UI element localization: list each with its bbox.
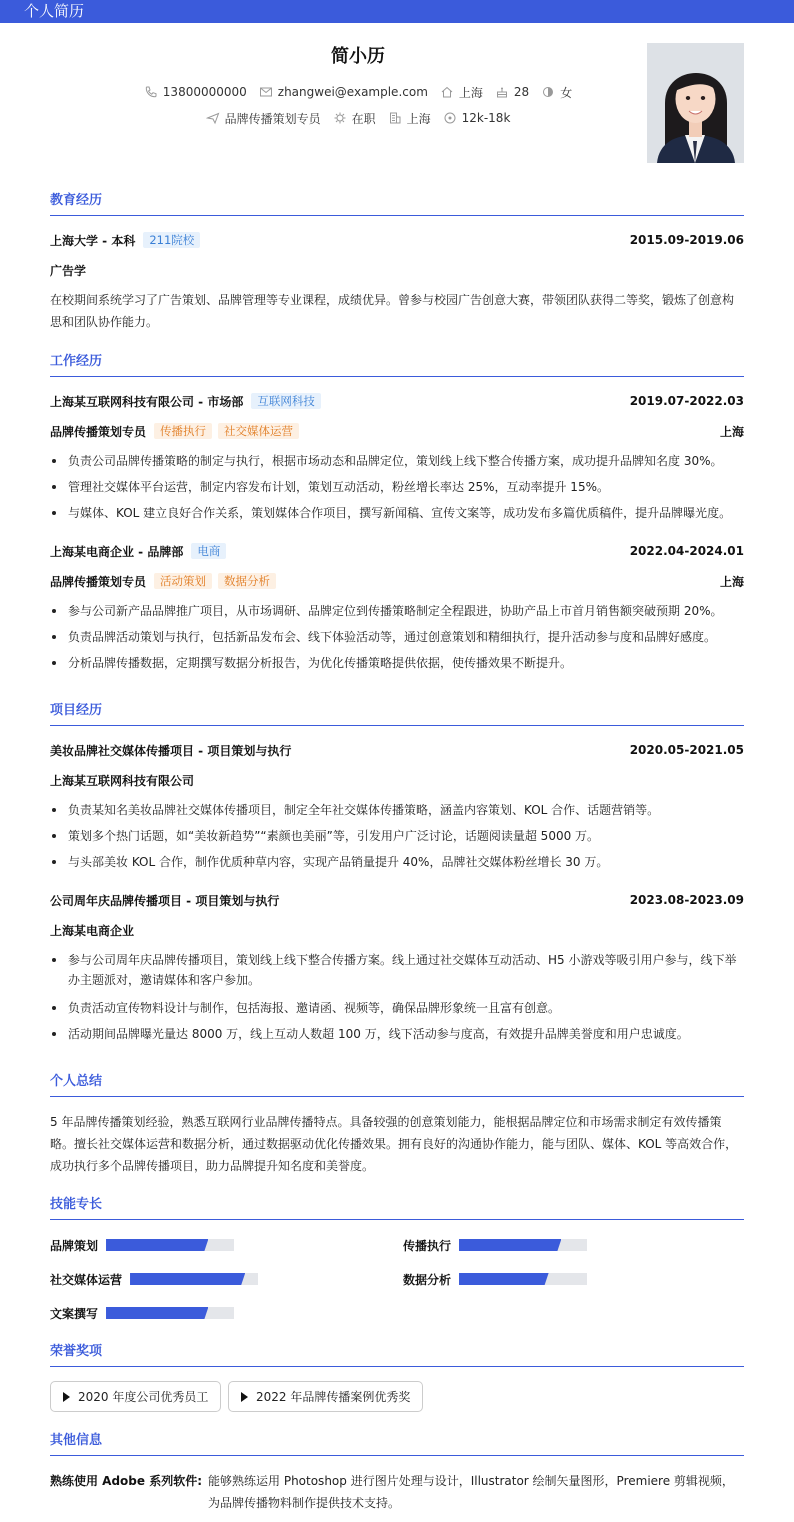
skill-tag: 传播执行 (154, 423, 212, 439)
list-item: 负责某知名美妆品牌社交媒体传播项目，制定全年社交媒体传播策略，涵盖内容策划、KOL 合作、话题营销等。 (50, 800, 744, 820)
list-item: 负责品牌活动策划与执行，包括新品发布会、线下体验活动等，通过创意策划和精细执行，提升活动参与度和品牌好感度。 (50, 627, 744, 647)
phone-icon (144, 85, 158, 99)
industry-tag: 电商 (191, 543, 226, 559)
project-period: 2020.05-2021.05 (629, 743, 744, 757)
job-role: 品牌传播策划专员 (50, 574, 147, 589)
job-city: 上海 (719, 424, 744, 439)
list-item: 与头部美妆 KOL 合作，制作优质种草内容，实现产品销量提升 40%，品牌社交媒体粉丝增长 30 万。 (50, 852, 744, 872)
job-role: 品牌传播策划专员 (50, 424, 147, 439)
salary-icon (443, 111, 457, 125)
job-period: 2019.07-2022.03 (629, 394, 744, 408)
job-header (50, 392, 744, 410)
project-name: 美妆品牌社交媒体传播项目 - 项目策划与执行 (50, 743, 292, 758)
list-item: 分析品牌传播数据，定期撰写数据分析报告，为优化传播策略提供依据，使传播效果不断提升。 (50, 653, 744, 673)
education-header (50, 231, 744, 249)
skill-bar-fill (459, 1273, 549, 1285)
building-icon (388, 111, 402, 125)
section-title-summary: 个人总结 (50, 1075, 744, 1097)
section-title-other: 其他信息 (50, 1434, 744, 1456)
status-icon (333, 111, 347, 125)
other-info-label: 熟练使用 Adobe 系列软件: (50, 1474, 203, 1488)
award-item (50, 1381, 221, 1412)
job-city: 上海 (719, 574, 744, 589)
award-item (228, 1381, 423, 1412)
contact-row (0, 83, 716, 101)
skill-name: 传播执行 (403, 1238, 452, 1253)
industry-tag: 互联网科技 (251, 393, 321, 409)
salary-text: 12k-18k (461, 111, 511, 125)
phone-text: 13800000000 (162, 85, 247, 99)
project-org: 上海某电商企业 (50, 923, 135, 938)
intention-row (0, 109, 716, 127)
project-org: 上海某互联网科技有限公司 (50, 773, 195, 788)
skill-name: 文案撰写 (50, 1306, 99, 1321)
job-period: 2022.04-2024.01 (629, 544, 744, 558)
gender-icon (541, 85, 555, 99)
list-item: 与媒体、KOL 建立良好合作关系，策划媒体合作项目，撰写新闻稿、宣传文案等，成功发布多篇优质稿件，提升品牌曝光度。 (50, 503, 744, 523)
project-period: 2023.08-2023.09 (629, 893, 744, 907)
location-text: 上海 (458, 85, 483, 100)
section-title-work: 工作经历 (50, 355, 744, 377)
skill-bar-fill (130, 1273, 245, 1285)
project-header (50, 891, 744, 909)
skill-bar-fill (459, 1239, 561, 1251)
cake-icon (495, 85, 509, 99)
school-tag: 211院校 (143, 232, 200, 248)
skill-item (50, 1236, 234, 1254)
skill-item (403, 1270, 587, 1288)
target-city-text: 上海 (406, 111, 431, 126)
other-info-row (50, 1470, 744, 1514)
skill-bar (106, 1307, 234, 1319)
skill-bar (459, 1239, 587, 1251)
project-org-row (50, 921, 744, 939)
job-role-row (50, 422, 744, 440)
list-item: 负责公司品牌传播策略的制定与执行，根据市场动态和品牌定位，策划线上线下整合传播方案，成功提升品牌知名度 30%。 (50, 451, 744, 471)
triangle-icon (63, 1392, 70, 1402)
award-label: 2020 年度公司优秀员工 (78, 1390, 209, 1404)
project-org-row (50, 771, 744, 789)
skill-tag: 社交媒体运营 (218, 423, 299, 439)
send-icon (206, 111, 220, 125)
project-name: 公司周年庆品牌传播项目 - 项目策划与执行 (50, 893, 280, 908)
section-title-education: 教育经历 (50, 194, 744, 216)
school-name: 上海大学 - 本科 (50, 233, 136, 248)
section-title-awards: 荣誉奖项 (50, 1345, 744, 1367)
job-target-text: 品牌传播策划专员 (224, 111, 321, 126)
skill-bar-fill (106, 1239, 208, 1251)
list-item: 管理社交媒体平台运营，制定内容发布计划，策划互动活动，粉丝增长率达 25%，互动率提升 15%。 (50, 477, 744, 497)
header-title: 个人简历 (24, 2, 85, 20)
job-role-row (50, 572, 744, 590)
education-description: 在校期间系统学习了广告策划、品牌管理等专业课程，成绩优异。曾参与校园广告创意大赛，带领团队获得二等奖，锻炼了创意构思和团队协作能力。 (50, 293, 735, 329)
skill-tag: 数据分析 (218, 573, 276, 589)
skill-name: 社交媒体运营 (50, 1272, 123, 1287)
section-title-skills: 技能专长 (50, 1198, 744, 1220)
skill-bar (106, 1239, 234, 1251)
award-label: 2022 年品牌传播案例优秀奖 (256, 1390, 411, 1404)
home-icon (440, 85, 454, 99)
email-text: zhangwei@example.com (277, 85, 428, 99)
list-item: 参与公司新产品品牌推广项目，从市场调研、品牌定位到传播策略制定全程跟进，协助产品上市首月销售额突破预期 20%。 (50, 601, 744, 621)
gender-text: 女 (560, 85, 573, 100)
summary-text: 5 年品牌传播策划经验，熟悉互联网行业品牌传播特点。具备较强的创意策划能力，能根据品牌定位和市场需求制定有效传播策略。擅长社交媒体运营和数据分析，通过数据驱动优化传播效果。拥有良好的沟通协作能力，能与团队、媒体、KOL 等高效合作，成功执行多个品牌传播项目，助力品牌提升知名度和美誉度。 (50, 1115, 738, 1173)
skill-name: 数据分析 (403, 1272, 452, 1287)
list-item: 负责活动宣传物料设计与制作，包括海报、邀请函、视频等，确保品牌形象统一且富有创意。 (50, 998, 744, 1018)
education-period: 2015.09-2019.06 (629, 233, 744, 247)
skill-item (50, 1270, 258, 1288)
skill-bar (130, 1273, 258, 1285)
triangle-icon (241, 1392, 248, 1402)
header-bar (0, 0, 794, 23)
skill-bar-fill (106, 1307, 208, 1319)
skill-item (403, 1236, 587, 1254)
avatar-photo (647, 43, 744, 163)
skill-tag: 活动策划 (154, 573, 212, 589)
mail-icon (259, 85, 273, 99)
job-header (50, 542, 744, 560)
company-name: 上海某电商企业 - 品牌部 (50, 544, 184, 559)
age-text: 28 (513, 85, 530, 99)
company-name: 上海某互联网科技有限公司 - 市场部 (50, 394, 244, 409)
skill-bar (459, 1273, 587, 1285)
other-info-text: 能够熟练运用 Photoshop 进行图片处理与设计，Illustrator 绘制矢量图形，Premiere 剪辑视频，为品牌传播物料制作提供技术支持。 (208, 1474, 734, 1510)
section-title-projects: 项目经历 (50, 704, 744, 726)
list-item: 参与公司周年庆品牌传播项目，策划线上线下整合传播方案。线上通过社交媒体互动活动、H5 小游戏等吸引用户参与，线下举办主题派对，邀请媒体和客户参加。 (50, 950, 744, 990)
list-item: 活动期间品牌曝光量达 8000 万，线上互动人数超 100 万，线下活动参与度高，有效提升品牌美誉度和用户忠诚度。 (50, 1024, 744, 1044)
project-header (50, 741, 744, 759)
skill-item (50, 1304, 234, 1322)
list-item: 策划多个热门话题，如“美妆新趋势”“素颜也美丽”等，引发用户广泛讨论，话题阅读量超 5000 万。 (50, 826, 744, 846)
skill-name: 品牌策划 (50, 1238, 99, 1253)
status-text: 在职 (351, 111, 376, 126)
education-major-row (50, 261, 744, 279)
major-name: 广告学 (50, 263, 87, 278)
candidate-name: 简小历 (331, 46, 385, 67)
